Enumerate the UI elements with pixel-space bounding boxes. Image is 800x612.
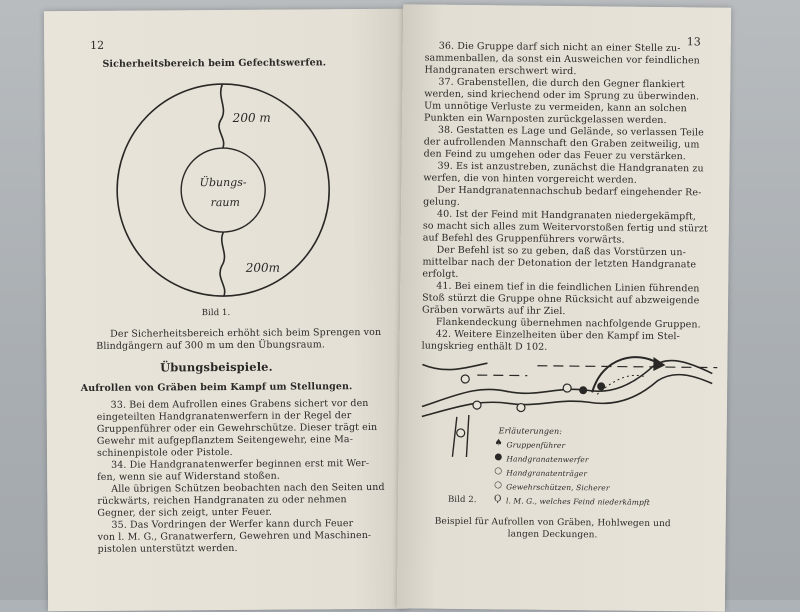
paragraph-line: 42. Weitere Einzelheiten über den Kampf im Stel- (435, 328, 680, 343)
paragraph-line: sammenballen, da sonst ein Ausweichen vor feindlichen (424, 52, 700, 67)
paragraph-line: Um unnötige Verluste zu vermeiden, kann an solchen (424, 100, 687, 115)
open-circle-icon: ○ (494, 480, 503, 491)
legend-label: Handgranatenträger (506, 468, 588, 479)
leader-icon: ♠ (494, 438, 503, 449)
paragraph-line: so macht sich alles zum Weitervorstoßen fertig und stürzt (422, 220, 708, 235)
center-label-2: raum (210, 195, 240, 210)
paragraph-line: Gruppenführer oder ein Gewehrschütze. Dieser trägt ein (96, 421, 378, 435)
paragraph-line: Alle übrigen Schützen beobachten nach den Seiten und (111, 481, 385, 495)
trench-line (422, 363, 487, 371)
paragraph-line: 38. Gestatten es Lage und Gelände, so verlassen Teile (437, 124, 704, 139)
section-title: Übungsbeispiele. (160, 359, 273, 375)
paragraph-line: werden, sind kriechend oder im Sprung zu überwinden. (424, 88, 700, 103)
flank-arrow-head (653, 357, 665, 371)
paragraph-line: schinenpistole oder Pistole. (96, 446, 233, 459)
right-page (397, 4, 731, 611)
leader-marker (597, 382, 605, 390)
paragraph-line: Gewehr mit aufgepflanztem Seitengewehr, eine Ma- (96, 434, 354, 447)
paragraph-line: mittelbar nach der Detonation der letzten Handgranate (422, 256, 697, 271)
distance-line-bottom (220, 232, 225, 296)
legend-label: l. M. G., welches Feind niederkämpft (505, 496, 650, 507)
soldier-marker (517, 404, 525, 412)
grenadier-marker (579, 386, 587, 394)
center-label-1: Übungs- (199, 175, 247, 190)
paragraph-line: pistolen unterstützt werden. (97, 542, 238, 555)
legend-label: Gewehrschützen, Sicherer (506, 482, 610, 493)
legend-label: Gruppenführer (506, 440, 566, 451)
soldier-marker (461, 375, 469, 383)
trench-line (452, 417, 456, 457)
paragraph-line: 37. Grabenstellen, die durch den Gegner flankiert (438, 76, 685, 91)
paragraph-line: auf Befehl des Gruppenführers vorwärts. (422, 232, 625, 246)
trench-diagram (416, 344, 717, 467)
page-number: 13 (686, 35, 701, 49)
safety-text-line: Der Sicherheitsbereich erhöht sich beim Sprengen von (110, 326, 382, 340)
paragraph-line: 35. Das Vordringen der Werfer kann durch Feuer (111, 518, 354, 531)
left-page (44, 9, 408, 611)
top-distance-label: 200 m (232, 110, 271, 125)
page-number: 12 (90, 38, 105, 52)
paragraph-line: Gräben vorwärts auf ihr Ziel. (421, 304, 566, 318)
dashed-trench (477, 375, 527, 376)
open-circle-icon: ○ (494, 466, 503, 477)
lmg-icon: Ϙ (493, 494, 502, 505)
subsection-title: Aufrollen von Gräben beim Kampf um Stellungen. (80, 381, 353, 395)
figure-caption: Beispiel für Aufrollen von Gräben, Hohlwegen und (434, 516, 671, 530)
paragraph-line: 36. Die Gruppe darf sich nicht an einer Stelle zu- (438, 40, 681, 55)
legend-title: Erläuterungen: (498, 426, 563, 436)
safety-text-line: Blindgängern auf 300 m um den Übungsraum. (96, 339, 326, 352)
figure-caption: Bild 1. (201, 307, 231, 319)
paragraph-line: Der Befehl ist so zu geben, daß das Vorstürzen un- (436, 244, 687, 259)
legend-label: Handgranatenwerfer (506, 454, 589, 465)
safety-zone-diagram (104, 71, 346, 313)
paragraph-line: eingeteilten Handgranatenwerfern in der Regel der (96, 410, 352, 423)
trench-line (466, 415, 468, 457)
paragraph-line: 34. Die Handgranatenwerfer beginnen erst mit Wer- (111, 458, 370, 471)
paragraph-line: gelung. (423, 196, 460, 208)
paragraph-line: lungskrieg enthält D 102. (421, 340, 548, 353)
paragraph-line: Der Handgranatennachschub bedarf eingehender Re- (437, 184, 702, 199)
paragraph-line: fen, wenn sie auf Widerstand stoßen. (97, 470, 280, 483)
paragraph-line: erfolgt. (422, 268, 459, 280)
paragraph-line: Punkten ein Warnposten zurückgelassen werden. (423, 112, 667, 127)
figure-label: Bild 2. (447, 494, 477, 506)
bottom-distance-label: 200m (245, 260, 281, 275)
soldier-marker (563, 384, 571, 392)
paragraph-line: den Feind zu umgehen oder das Feuer zu verstärken. (423, 148, 687, 163)
paragraph-line: werfen, die von hinten vorgereicht werden. (423, 172, 637, 186)
filled-dot-icon: ● (494, 452, 503, 463)
soldier-marker (473, 401, 481, 409)
paragraph-line: 33. Bei dem Aufrollen eines Grabens sichert vor den (110, 398, 369, 411)
paragraph-line: 41. Bei einem tief in die feindlichen Linien führenden (436, 280, 700, 295)
diagram-heading: Sicherheitsbereich beim Gefechtswerfen. (102, 57, 327, 70)
distance-line-top (219, 84, 224, 148)
dashed-trench (537, 366, 717, 368)
paragraph-line: von l. M. G., Granatwerfern, Gewehren und Maschinen- (97, 529, 372, 543)
paragraph-line: 40. Ist der Feind mit Handgranaten niedergekämpft, (436, 208, 697, 223)
paragraph-line: rückwärts, reichen Handgranaten zu oder nehmen (97, 494, 347, 507)
figure-caption: langen Deckungen. (507, 529, 598, 541)
soldier-marker (457, 429, 465, 437)
paragraph-line: 39. Es ist anzustreben, zunächst die Handgranaten zu (437, 160, 704, 175)
paragraph-line: Flankendeckung übernehmen nachfolgende Gruppen. (435, 316, 701, 331)
paragraph-line: Gegner, der sich zeigt, unter Feuer. (97, 506, 273, 519)
paragraph-line: Handgranaten erschwert wird. (424, 64, 577, 78)
inner-circle (181, 148, 266, 233)
paragraph-line: der aufrollenden Mannschaft den Graben zeitweilig, um (423, 136, 700, 151)
paragraph-line: Stoß stürzt die Gruppe ohne Rücksicht auf abzweigende (422, 292, 700, 307)
